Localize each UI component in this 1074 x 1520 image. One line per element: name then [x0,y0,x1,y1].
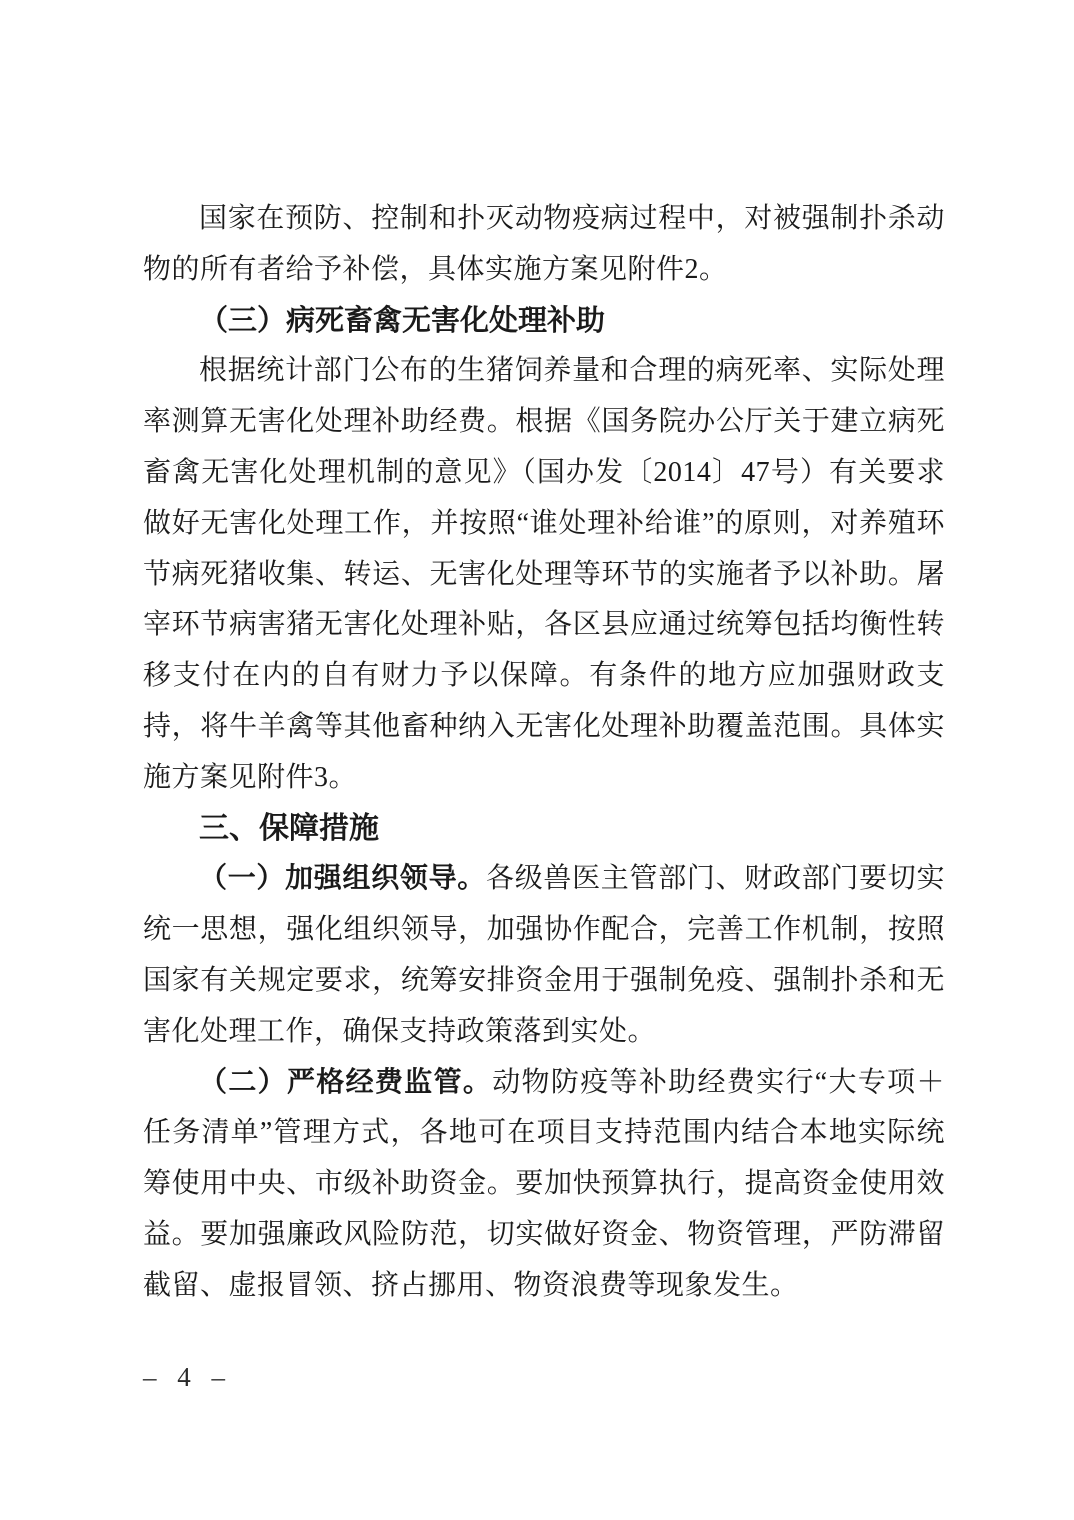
paragraph-fund-supervision [143,1058,945,1312]
page-number: – 4 – [143,1362,232,1392]
document-body [143,194,945,1312]
paragraph-strengthen-leadership [143,854,945,1057]
heading-section-three: （三）病死畜禽无害化处理补助 [199,304,606,337]
heading-part-three-safeguards: 三、保障措施 [199,811,379,845]
paragraph-strengthen-leadership-body: 各级兽医主管部门、财政部门要切实统一思想，强化组织领导，加强协作配合，完善工作机制，按照国家有关规定要求，统筹安排资金用于强制免疫、强制扑杀和无害化处理工作，确保支持政策落到实处。 [143,863,945,1047]
paragraph-fund-supervision-body: 动物防疫等补助经费实行“大专项＋任务清单”管理方式，各地可在项目支持范围内结合本地实际统筹使用中央、市级补助资金。要加快预算执行，提高资金使用效益。要加强廉政风险防范，切实做好资金、物资管理，严防滞留截留、虚报冒领、挤占挪用、物资浪费等现象发生。 [143,1066,945,1301]
paragraph-cull-compensation: 国家在预防、控制和扑灭动物疫病过程中，对被强制扑杀动物的所有者给予补偿，具体实施方案见附件2。 [143,203,945,285]
paragraph-fund-supervision-lead: （二）严格经费监管。 [199,1066,493,1098]
paragraph-strengthen-leadership-lead: （一）加强组织领导。 [199,863,486,895]
paragraph-harmless-disposal: 根据统计部门公布的生猪饲养量和合理的病死率、实际处理率测算无害化处理补助经费。根据《国务院办公厅关于建立病死畜禽无害化处理机制的意见》（国办发〔2014〕47号）有关要求做好无害化处理工作，并按照“谁处理补给谁”的原则，对养殖环节病死猪收集、转运、无害化处理等环节的实施者予以补助。屠宰环节病害猪无害化处理补贴，各区县应通过统筹包括均衡性转移支付在内的自有财力予以保障。有条件的地方应加强财政支持，将牛羊禽等其他畜种纳入无害化处理补助覆盖范围。具体实施方案见附件3。 [143,355,945,793]
